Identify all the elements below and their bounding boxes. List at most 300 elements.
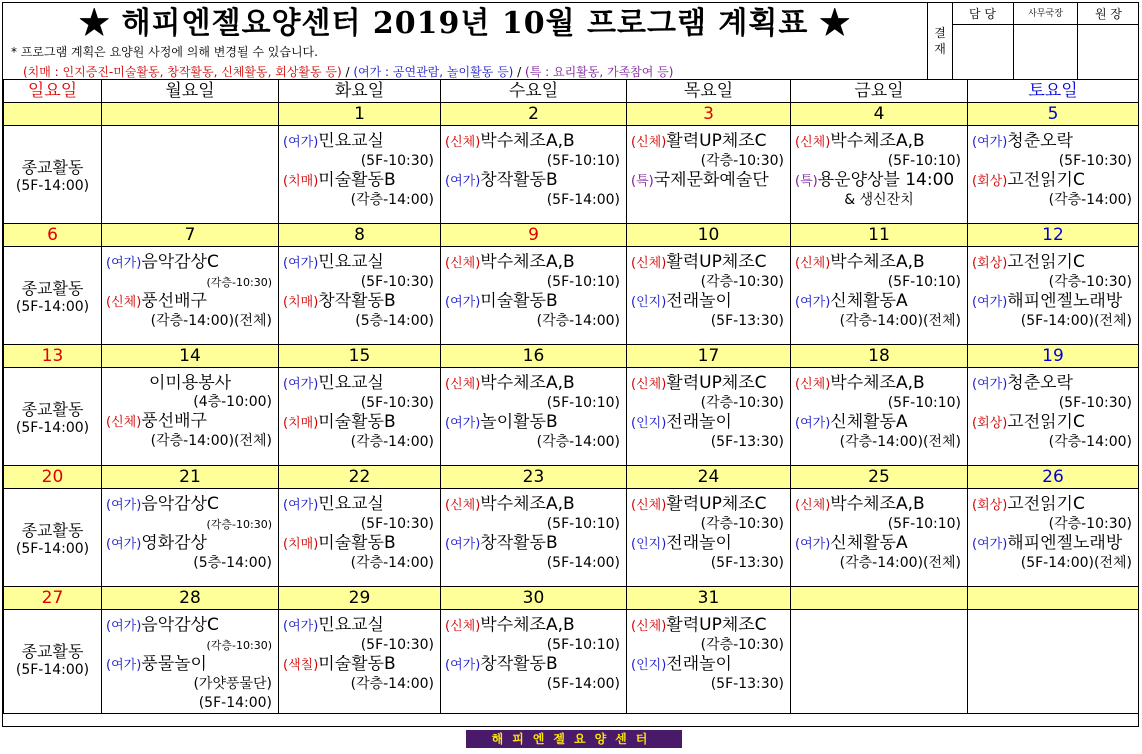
day-cell[interactable] [441, 610, 627, 714]
event-line [283, 655, 436, 675]
day-cell[interactable] [441, 126, 627, 224]
date-cell: 18 [791, 345, 968, 368]
activity-time: (5F-14:00) [15, 299, 90, 315]
date-cell [4, 103, 102, 126]
event-line [795, 495, 963, 515]
tag-bracket: ) [825, 295, 831, 310]
event-time: (각층-14:00)(전체) [150, 313, 272, 329]
tag-bracket: ) [475, 256, 481, 271]
event-time: (각층-14:00)(전체) [150, 433, 272, 449]
event-name: 놀이활동B [480, 413, 558, 432]
event-line [283, 413, 436, 433]
day-cell[interactable] [968, 368, 1139, 466]
tag-bracket: ) [661, 498, 667, 513]
event-line [106, 292, 274, 312]
event-name: 창작활동B [480, 171, 558, 190]
event-line [283, 616, 436, 636]
day-cell[interactable] [441, 368, 627, 466]
day-cell[interactable] [102, 126, 279, 224]
event-time: (5F-10:10) [887, 516, 961, 532]
tag-bracket: ( [972, 256, 978, 271]
date-cell: 15 [279, 345, 441, 368]
category-tag: 여가 [450, 537, 476, 552]
day-events [441, 610, 626, 694]
event-line [106, 412, 274, 432]
tag-bracket: ) [661, 256, 667, 271]
date-cell: 30 [441, 587, 627, 610]
category-tag: 여가 [111, 256, 137, 271]
sunday-activity [4, 368, 101, 465]
event-name: 해피엔젤노래방 [1007, 534, 1123, 553]
day-events [968, 610, 1138, 616]
category-tag: 여가 [288, 498, 314, 513]
event-time: (각층-10:30) [206, 639, 272, 652]
event-line [795, 171, 963, 191]
approval-header-char: 재 [934, 42, 946, 56]
activity-name: 종교활동 [21, 400, 84, 419]
event-time: (5F-14:00) [198, 695, 272, 711]
tag-bracket: ( [631, 658, 637, 673]
event-time: (각층-14:00) [1048, 434, 1132, 450]
day-cell[interactable] [441, 247, 627, 345]
tag-bracket: ) [825, 416, 831, 431]
day-cell[interactable] [627, 489, 791, 587]
date-cell: 28 [102, 587, 279, 610]
event-time: (각층-14:00) [350, 555, 434, 571]
tag-bracket: ( [795, 295, 801, 310]
sunday-activity [4, 489, 101, 586]
event-name: 박수체조A,B [830, 374, 925, 393]
event-name: 활력UP체조C [666, 374, 767, 393]
tag-bracket: ) [661, 619, 667, 634]
tag-bracket: ) [475, 619, 481, 634]
day-cell[interactable] [627, 126, 791, 224]
event-time: (5F-10:10) [546, 395, 620, 411]
tag-bracket: ) [812, 174, 818, 189]
tag-bracket: ) [313, 135, 319, 150]
category-tag: 치매 [288, 416, 314, 431]
tag-bracket: ( [972, 295, 978, 310]
date-cell: 8 [279, 224, 441, 247]
tag-bracket: ) [1002, 537, 1008, 552]
tag-bracket: ( [445, 416, 451, 431]
day-cell[interactable] [968, 610, 1139, 714]
day-cell[interactable] [279, 126, 441, 224]
event-name: 청춘오락 [1007, 132, 1073, 151]
date-cell: 10 [627, 224, 791, 247]
legend-special: (특 : 요리활동, 가족참여 등) [525, 65, 674, 79]
date-cell: 23 [441, 466, 627, 489]
event-line [972, 534, 1134, 554]
day-events [627, 610, 790, 694]
category-tag: 회상 [977, 416, 1003, 431]
event-time: (5F-14:00) [546, 555, 620, 571]
event-line [795, 292, 963, 312]
day-cell[interactable] [441, 489, 627, 587]
day-events [791, 489, 967, 573]
category-tag: 여가 [288, 619, 314, 634]
event-line [631, 413, 786, 433]
event-name: 창작활동B [480, 534, 558, 553]
day-cell[interactable] [968, 247, 1139, 345]
event-line [972, 374, 1134, 394]
category-tag: 여가 [288, 135, 314, 150]
category-tag: 치매 [288, 174, 314, 189]
approval-col-director[interactable] [1078, 3, 1139, 79]
tag-bracket: ) [313, 377, 319, 392]
day-cell[interactable] [102, 368, 279, 466]
tag-bracket: ) [136, 658, 142, 673]
tag-bracket: ( [972, 174, 978, 189]
day-cell[interactable] [791, 610, 968, 714]
event-line [795, 534, 963, 554]
event-name: 신체활동A [830, 413, 908, 432]
tag-bracket: ) [1002, 135, 1008, 150]
tag-bracket: ( [631, 135, 637, 150]
tag-bracket: ) [475, 295, 481, 310]
event-line [445, 171, 622, 191]
day-events [627, 247, 790, 331]
event-name: 활력UP체조C [666, 132, 767, 151]
category-tag: 여가 [450, 658, 476, 673]
date-cell: 31 [627, 587, 791, 610]
approval-col-office-head[interactable] [1014, 3, 1078, 79]
event-time: (5F-14:00)(전체) [1020, 313, 1132, 329]
tag-bracket: ( [106, 498, 112, 513]
category-tag: 신체 [800, 498, 826, 513]
category-tag: 신체 [800, 377, 826, 392]
tag-bracket: ) [661, 295, 667, 310]
tag-bracket: ( [283, 256, 289, 271]
event-name: 고전읽기C [1007, 495, 1085, 514]
tag-bracket: ) [313, 498, 319, 513]
tag-bracket: ) [136, 415, 142, 430]
tag-bracket: ) [1002, 416, 1008, 431]
date-cell: 25 [791, 466, 968, 489]
category-tag: 치매 [288, 537, 314, 552]
day-events [441, 247, 626, 331]
day-events [279, 247, 440, 331]
approval-col-manager[interactable] [952, 3, 1014, 79]
event-name: 해피엔젤노래방 [1007, 292, 1123, 311]
event-time: (각층-10:30) [1048, 274, 1132, 290]
legend-separator: / [341, 65, 354, 79]
activity-time: (5F-14:00) [15, 178, 90, 194]
event-line [283, 374, 436, 394]
tag-bracket: ) [136, 619, 142, 634]
event-line [795, 253, 963, 273]
event-line [445, 616, 622, 636]
tag-bracket: ( [283, 658, 289, 673]
date-cell: 5 [968, 103, 1139, 126]
event-line [631, 655, 786, 675]
tag-bracket: ) [475, 174, 481, 189]
tag-bracket: ) [1002, 377, 1008, 392]
day-events [627, 126, 790, 191]
event-time: (5F-10:10) [887, 395, 961, 411]
approval-header-char: 결 [934, 26, 946, 40]
event-name: 박수체조A,B [830, 253, 925, 272]
event-time: (각층-14:00) [350, 434, 434, 450]
tag-bracket: ( [631, 416, 637, 431]
event-name: 전래놀이 [666, 413, 732, 432]
date-cell [102, 103, 279, 126]
category-tag: 회상 [977, 256, 1003, 271]
tag-bracket: ) [825, 537, 831, 552]
event-line [106, 534, 274, 554]
event-name: 창작활동B [480, 655, 558, 674]
event-name: 미술활동B [480, 292, 558, 311]
approval-label: 담 당 [952, 3, 1013, 25]
day-cell-sunday[interactable] [4, 368, 102, 466]
event-time: (5F-10:10) [887, 153, 961, 169]
category-tag: 여가 [288, 377, 314, 392]
event-name: 민요교실 [318, 495, 384, 514]
event-name: 박수체조A,B [480, 253, 575, 272]
tag-bracket: ( [445, 658, 451, 673]
event-name: 영화감상 [141, 534, 207, 553]
category-tag: 신체 [450, 256, 476, 271]
event-name: 고전읽기C [1007, 413, 1085, 432]
event-time: (각층-10:30) [700, 516, 784, 532]
day-events [968, 126, 1138, 210]
event-time: (각층-14:00)(전체) [839, 434, 961, 450]
event-name: 민요교실 [318, 374, 384, 393]
event-name: 국제문화예술단 [653, 171, 769, 190]
event-line [631, 374, 786, 394]
event-name: 음악감상C [141, 616, 219, 635]
event-time: (5F-10:10) [546, 274, 620, 290]
tag-bracket: ( [972, 135, 978, 150]
tag-bracket: ( [445, 174, 451, 189]
event-time: (5F-10:30) [1058, 395, 1132, 411]
category-tag: 여가 [288, 256, 314, 271]
event-time: (5F-10:10) [887, 274, 961, 290]
tag-bracket: ( [631, 498, 637, 513]
day-cell-sunday[interactable] [4, 126, 102, 224]
tag-bracket: ( [631, 619, 637, 634]
event-name: 풍물놀이 [141, 655, 207, 674]
event-time: (각층-10:30) [206, 276, 272, 289]
event-name: 음악감상C [141, 495, 219, 514]
day-cell[interactable] [791, 489, 968, 587]
event-line [283, 253, 436, 273]
tag-bracket: ( [631, 377, 637, 392]
event-time: (각층-14:00) [536, 434, 620, 450]
tag-bracket: ) [648, 174, 654, 189]
event-line [631, 292, 786, 312]
day-events [791, 610, 967, 616]
date-cell: 21 [102, 466, 279, 489]
event-time: (5F-13:30) [710, 313, 784, 329]
content-row [4, 247, 1139, 345]
tag-bracket: ) [475, 537, 481, 552]
content-row [4, 610, 1139, 714]
day-cell[interactable] [279, 368, 441, 466]
event-name: 창작활동B [318, 292, 396, 311]
event-name: 풍선배구 [141, 292, 207, 311]
event-line [106, 495, 274, 515]
day-events [627, 368, 790, 452]
date-cell: 22 [279, 466, 441, 489]
tag-bracket: ) [313, 619, 319, 634]
event-line [972, 253, 1134, 273]
tag-bracket: ( [283, 377, 289, 392]
day-cell[interactable] [279, 610, 441, 714]
tag-bracket: ( [283, 295, 289, 310]
day-cell[interactable] [627, 368, 791, 466]
day-cell-sunday[interactable] [4, 247, 102, 345]
day-cell[interactable] [627, 610, 791, 714]
event-time: (5F-10:30) [360, 274, 434, 290]
tag-bracket: ( [445, 377, 451, 392]
legend-separator: / [513, 65, 526, 79]
event-name: 박수체조A,B [480, 495, 575, 514]
calendar-table [3, 79, 1139, 714]
tag-bracket: ( [106, 415, 112, 430]
event-name: 전래놀이 [666, 655, 732, 674]
date-row [4, 466, 1139, 489]
event-time: (5F-13:30) [710, 676, 784, 692]
category-tag: 여가 [800, 416, 826, 431]
category-tag: 신체 [800, 256, 826, 271]
date-cell: 16 [441, 345, 627, 368]
event-time: (각층-14:00) [350, 192, 434, 208]
tag-bracket: ) [313, 416, 319, 431]
event-time: (5F-14:00) [546, 192, 620, 208]
content-row [4, 368, 1139, 466]
category-tag: 신체 [450, 377, 476, 392]
activity-legend [23, 63, 673, 80]
event-name: 박수체조A,B [830, 495, 925, 514]
date-cell: 9 [441, 224, 627, 247]
event-time: (각층-14:00) [536, 313, 620, 329]
event-name: 용운양상블 14:00 [817, 171, 955, 190]
tag-bracket: ) [1002, 256, 1008, 271]
day-events [279, 126, 440, 210]
day-cell-sunday[interactable] [4, 489, 102, 587]
category-tag: 여가 [800, 295, 826, 310]
tag-bracket: ( [631, 256, 637, 271]
event-line [106, 655, 274, 675]
schedule-notice: * 프로그램 계획은 요양원 사정에 의해 변경될 수 있습니다. [11, 45, 318, 59]
day-events [441, 126, 626, 210]
category-tag: 신체 [111, 295, 137, 310]
event-time: (각층-10:30) [206, 518, 272, 531]
date-cell: 7 [102, 224, 279, 247]
event-line [631, 616, 786, 636]
event-line [445, 495, 622, 515]
day-events [791, 368, 967, 452]
event-line [631, 171, 786, 191]
date-cell: 13 [4, 345, 102, 368]
day-cell-sunday[interactable] [4, 610, 102, 714]
event-name: 활력UP체조C [666, 616, 767, 635]
day-events [441, 489, 626, 573]
day-events [102, 247, 278, 331]
event-line [972, 413, 1134, 433]
day-cell[interactable] [102, 610, 279, 714]
tag-bracket: ( [445, 135, 451, 150]
category-tag: 특 [800, 174, 813, 189]
category-tag: 여가 [111, 498, 137, 513]
tag-bracket: ) [825, 498, 831, 513]
title-bar [3, 3, 927, 43]
category-tag: 여가 [450, 174, 476, 189]
tag-bracket: ) [313, 658, 319, 673]
tag-bracket: ) [313, 256, 319, 271]
event-time: (5F-13:30) [710, 555, 784, 571]
day-cell[interactable] [791, 247, 968, 345]
event-name: 미술활동B [318, 413, 396, 432]
tag-bracket: ) [136, 256, 142, 271]
date-cell: 2 [441, 103, 627, 126]
day-cell[interactable] [102, 489, 279, 587]
tag-bracket: ) [475, 498, 481, 513]
weekday-header: 화요일 [279, 80, 441, 103]
day-cell[interactable] [791, 126, 968, 224]
event-time: (각층-10:30) [700, 395, 784, 411]
day-cell[interactable] [791, 368, 968, 466]
tag-bracket: ( [795, 498, 801, 513]
date-cell: 29 [279, 587, 441, 610]
date-cell [791, 587, 968, 610]
tag-bracket: ( [283, 498, 289, 513]
tag-bracket: ( [106, 619, 112, 634]
event-name: 활력UP체조C [666, 253, 767, 272]
event-name: 박수체조A,B [830, 132, 925, 151]
legend-dementia: (치매 : 인지증진-미술활동, 창작활동, 신체활동, 회상활동 등) [23, 65, 342, 79]
event-note: & 생신잔치 [844, 192, 914, 208]
day-cell[interactable] [627, 247, 791, 345]
sunday-activity [4, 610, 101, 707]
event-line [283, 171, 436, 191]
event-line [795, 413, 963, 433]
day-events [968, 247, 1138, 331]
date-cell: 3 [627, 103, 791, 126]
weekday-header: 목요일 [627, 80, 791, 103]
day-cell[interactable] [968, 489, 1139, 587]
day-events [791, 247, 967, 331]
day-cell[interactable] [279, 247, 441, 345]
event-time: (5F-14:00)(전체) [1020, 555, 1132, 571]
date-cell: 24 [627, 466, 791, 489]
day-cell[interactable] [968, 126, 1139, 224]
category-tag: 신체 [636, 619, 662, 634]
tag-bracket: ( [445, 256, 451, 271]
tag-bracket: ( [106, 537, 112, 552]
day-cell[interactable] [279, 489, 441, 587]
event-line [283, 132, 436, 152]
date-row [4, 224, 1139, 247]
event-line [106, 253, 274, 273]
category-tag: 색칠 [288, 658, 314, 673]
day-cell[interactable] [102, 247, 279, 345]
event-line [283, 292, 436, 312]
tag-bracket: ) [661, 416, 667, 431]
event-time: (5F-10:30) [360, 516, 434, 532]
tag-bracket: ( [106, 658, 112, 673]
event-name: 민요교실 [318, 616, 384, 635]
weekday-header: 토요일 [968, 80, 1139, 103]
day-events [102, 126, 278, 132]
event-line [972, 292, 1134, 312]
approval-box [927, 3, 1139, 79]
activity-name: 종교활동 [21, 642, 84, 661]
activity-name: 종교활동 [21, 521, 84, 540]
tag-bracket: ( [631, 295, 637, 310]
activity-name: 종교활동 [21, 279, 84, 298]
